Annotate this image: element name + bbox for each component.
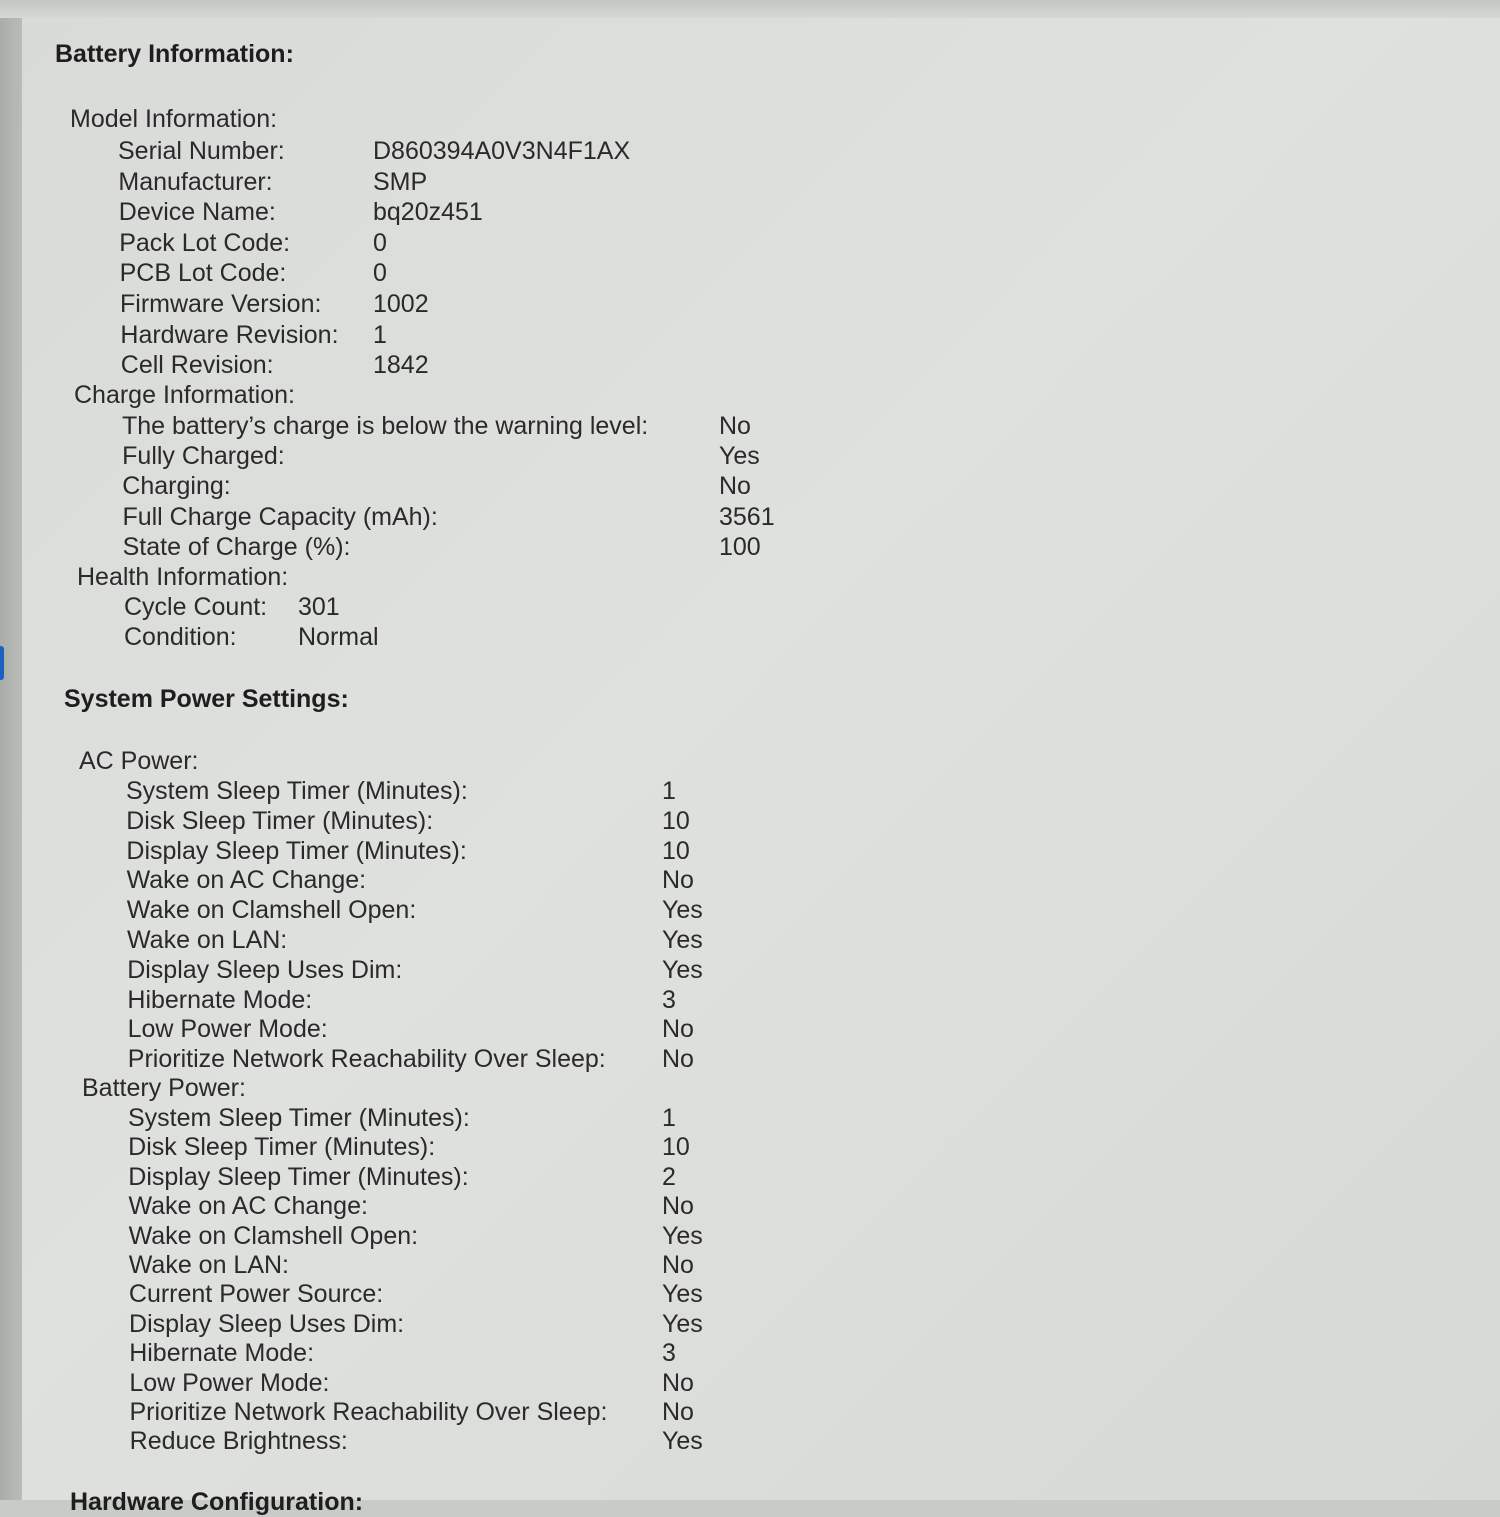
info-row (0, 623, 1500, 653)
info-value: No (662, 1015, 694, 1044)
info-value: 301 (298, 593, 340, 621)
info-value: SMP (373, 167, 428, 196)
info-value: 3561 (719, 502, 775, 531)
info-label: System Sleep Timer (Minutes): (126, 777, 468, 805)
section-heading-hardware-configuration: Hardware Configuration: (70, 1488, 364, 1516)
info-row (0, 472, 1500, 502)
info-label: Charging: (122, 472, 231, 501)
info-label: Disk Sleep Timer (Minutes): (128, 1133, 436, 1162)
info-row (0, 229, 1500, 259)
info-label: Wake on AC Change: (128, 1192, 368, 1221)
info-value: 1 (373, 320, 387, 349)
info-row (0, 290, 1500, 320)
info-row (0, 1280, 1500, 1310)
info-row (0, 807, 1500, 837)
info-value: Yes (719, 442, 760, 471)
info-value: 1842 (373, 351, 429, 380)
info-row (0, 956, 1500, 986)
info-label: Disk Sleep Timer (Minutes): (126, 806, 434, 835)
info-row (0, 442, 1500, 472)
info-row (0, 1133, 1500, 1163)
info-value: 0 (373, 259, 387, 288)
info-value: 1 (662, 777, 676, 805)
info-row (0, 986, 1500, 1016)
info-row (0, 1045, 1500, 1075)
info-value: No (662, 1398, 694, 1426)
info-row (0, 593, 1500, 623)
info-label: Prioritize Network Reachability Over Sleep: (127, 1045, 606, 1074)
info-label: Cycle Count: (124, 593, 268, 621)
group-heading-charge-information: Charge Information: (74, 381, 295, 409)
info-row (0, 866, 1500, 896)
info-label: Low Power Mode: (129, 1368, 330, 1397)
info-row (0, 896, 1500, 926)
section-heading-system-power-settings: System Power Settings: (64, 685, 349, 713)
info-label: Device Name: (118, 198, 276, 227)
info-row (0, 1251, 1500, 1281)
info-row (0, 1398, 1500, 1428)
info-label: Wake on Clamshell Open: (128, 1221, 419, 1250)
info-label: Cell Revision: (120, 351, 274, 380)
info-row (0, 1104, 1500, 1134)
info-value: 1002 (373, 290, 429, 318)
group-heading-model-information: Model Information: (70, 105, 278, 133)
info-row (0, 1192, 1500, 1222)
info-label: Wake on AC Change: (126, 866, 367, 895)
info-row (0, 533, 1500, 563)
info-label: Wake on LAN: (127, 926, 288, 954)
group-heading-battery-power: Battery Power: (82, 1074, 246, 1102)
info-label: Display Sleep Uses Dim: (129, 1309, 405, 1338)
info-value: Yes (662, 1280, 703, 1309)
info-label: Low Power Mode: (127, 1015, 328, 1044)
info-row (0, 168, 1500, 198)
info-row (0, 503, 1500, 533)
info-label: Display Sleep Uses Dim: (127, 955, 403, 984)
info-label: Wake on LAN: (128, 1251, 290, 1279)
info-row (0, 1427, 1500, 1457)
info-value: Yes (662, 896, 703, 925)
info-label: Serial Number: (118, 137, 285, 165)
info-row (0, 1310, 1500, 1340)
info-label: Current Power Source: (128, 1280, 384, 1309)
info-label: Fully Charged: (122, 442, 285, 471)
info-row (0, 1339, 1500, 1369)
info-value: 10 (662, 806, 690, 835)
info-value: No (662, 1192, 694, 1221)
info-label: Hibernate Mode: (129, 1339, 315, 1368)
info-value: No (662, 1368, 694, 1397)
group-heading-ac-power: AC Power: (79, 747, 199, 775)
info-value: No (719, 412, 751, 440)
info-label: Pack Lot Code: (119, 228, 291, 257)
info-row (0, 321, 1500, 351)
info-value: 1 (662, 1104, 676, 1132)
info-label: Full Charge Capacity (mAh): (122, 502, 438, 531)
info-value: Yes (662, 955, 703, 984)
info-value: No (662, 866, 694, 895)
info-value: Yes (662, 1309, 703, 1338)
info-value: 100 (719, 532, 761, 561)
info-row (0, 926, 1500, 956)
info-value: 10 (662, 1133, 690, 1162)
info-label: Wake on Clamshell Open: (126, 896, 417, 925)
info-row (0, 1163, 1500, 1193)
info-label: Display Sleep Timer (Minutes): (128, 1162, 469, 1191)
window-top-edge (0, 0, 1500, 18)
info-label: Prioritize Network Reachability Over Sleep: (129, 1398, 608, 1426)
info-row (0, 837, 1500, 867)
info-label: Manufacturer: (118, 167, 273, 196)
info-label: Hibernate Mode: (127, 985, 313, 1014)
info-value: Normal (298, 623, 379, 651)
info-row (0, 351, 1500, 381)
info-label: PCB Lot Code: (119, 259, 287, 288)
info-value: Yes (662, 1221, 703, 1250)
info-label: Condition: (124, 623, 237, 651)
info-value: No (719, 472, 751, 501)
info-value: 3 (662, 985, 676, 1014)
info-value: bq20z451 (373, 198, 483, 227)
info-row (0, 137, 1500, 167)
info-row (0, 1369, 1500, 1399)
info-row (0, 1015, 1500, 1045)
info-row (0, 1222, 1500, 1252)
info-label: Hardware Revision: (120, 320, 339, 349)
info-value: Yes (662, 1427, 703, 1456)
info-label: The battery’s charge is below the warning level: (122, 412, 649, 440)
info-row (0, 198, 1500, 228)
info-value: Yes (662, 926, 703, 954)
info-value: No (662, 1045, 694, 1074)
info-label: Display Sleep Timer (Minutes): (126, 836, 467, 865)
info-label: State of Charge (%): (122, 532, 351, 561)
section-heading-battery-information: Battery Information: (55, 40, 294, 68)
info-label: Reduce Brightness: (129, 1427, 348, 1456)
info-value: 0 (373, 228, 387, 257)
group-heading-health-information: Health Information: (77, 563, 289, 591)
info-value: 2 (662, 1162, 676, 1191)
info-row (0, 777, 1500, 807)
info-value: 3 (662, 1339, 676, 1368)
info-value: D860394A0V3N4F1AX (373, 137, 631, 165)
info-row (0, 412, 1500, 442)
info-value: 10 (662, 836, 690, 865)
info-label: System Sleep Timer (Minutes): (128, 1104, 470, 1132)
info-value: No (662, 1251, 694, 1279)
info-label: Firmware Version: (120, 290, 322, 318)
info-row (0, 259, 1500, 289)
